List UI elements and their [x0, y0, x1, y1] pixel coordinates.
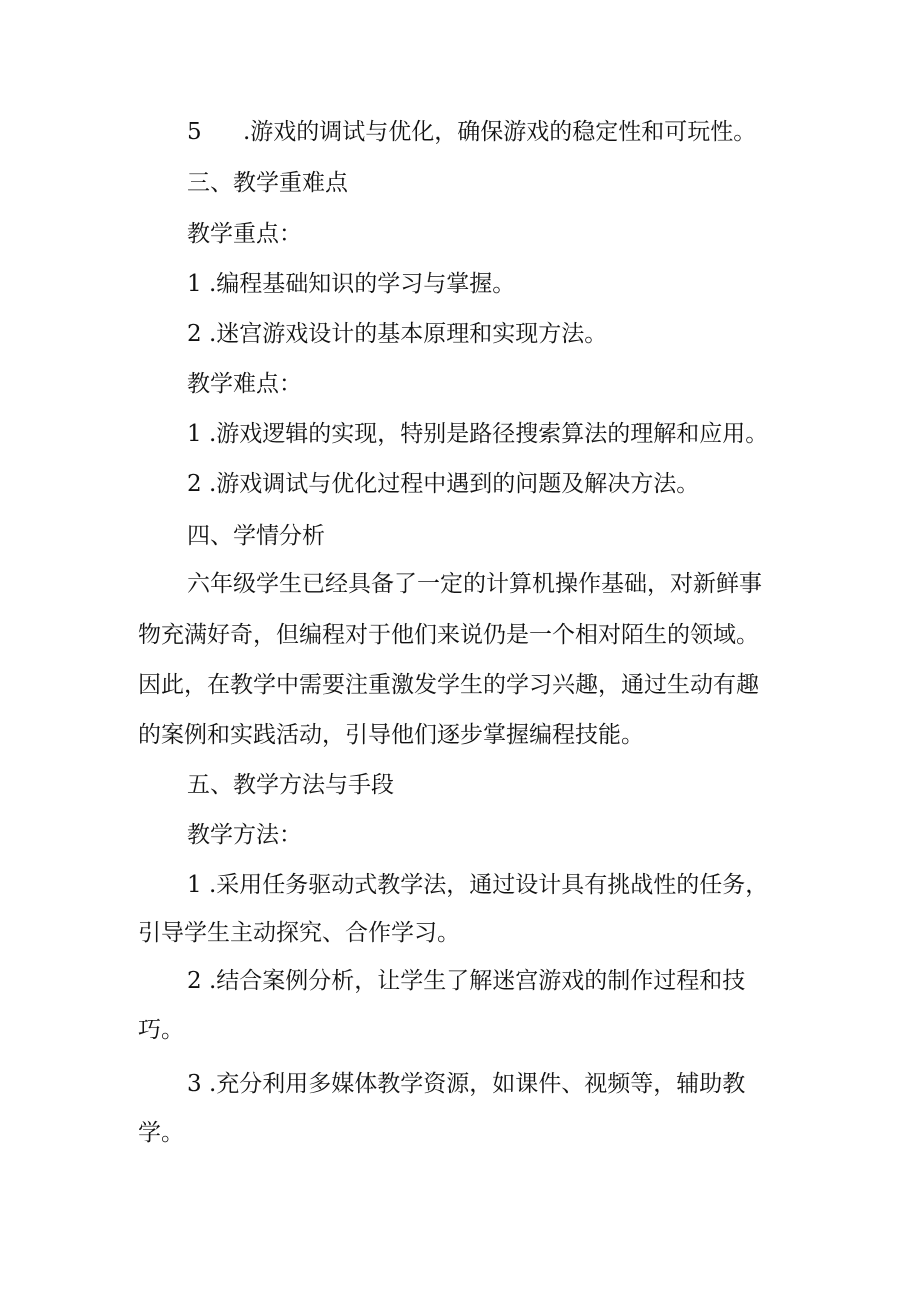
- list-text: .游戏逻辑的实现，特别是路径搜索算法的理解和应用。: [209, 421, 769, 447]
- analysis-text: 因此，在教学中需要注重激发学生的学习兴趣，通过生动有趣: [138, 672, 759, 698]
- method-1-line-2: 引导学生主动探究、合作学习。: [138, 920, 460, 946]
- methods-label: 教学方法：: [187, 822, 302, 848]
- section-heading-4: 四、学情分析: [187, 523, 325, 549]
- analysis-paragraph-line: [0, 569, 920, 599]
- key-point-2: [0, 319, 920, 349]
- list-number: 1: [187, 872, 202, 898]
- list-text: .采用任务驱动式教学法，通过设计具有挑战性的任务，: [209, 872, 769, 898]
- analysis-paragraph-line: [0, 670, 920, 700]
- analysis-text: 物充满好奇，但编程对于他们来说仍是一个相对陌生的领域。: [138, 622, 759, 648]
- list-text: .结合案例分析，让学生了解迷宫游戏的制作过程和技: [209, 968, 746, 994]
- list-item-5: [0, 117, 920, 147]
- method-2-line-1: [0, 966, 920, 996]
- list-text: .游戏调试与优化过程中遇到的问题及解决方法。: [209, 471, 700, 497]
- analysis-text: 六年级学生已经具备了一定的计算机操作基础，对新鲜事: [187, 571, 762, 597]
- method-1-line-1: [0, 870, 920, 900]
- list-number: 2: [187, 471, 202, 497]
- list-text: .充分利用多媒体教学资源，如课件、视频等，辅助教: [209, 1071, 746, 1097]
- analysis-paragraph-line: [0, 620, 920, 650]
- list-text: .游戏的调试与优化，确保游戏的稳定性和可玩性。: [243, 119, 757, 145]
- method-3-line-1: [0, 1069, 920, 1099]
- analysis-paragraph-line: [0, 720, 920, 750]
- method-3-line-2: 学。: [138, 1120, 184, 1146]
- key-point-1: [0, 269, 920, 299]
- list-number: 3: [187, 1071, 202, 1097]
- list-number: 2: [187, 321, 202, 347]
- key-points-label: 教学重点：: [187, 221, 302, 247]
- list-number: 1: [187, 421, 202, 447]
- list-text: .迷宫游戏设计的基本原理和实现方法。: [209, 321, 608, 347]
- analysis-text: 的案例和实践活动，引导他们逐步掌握编程技能。: [138, 722, 644, 748]
- list-number: 5: [187, 119, 202, 145]
- section-heading-3: 三、教学重难点: [187, 170, 348, 196]
- difficulty-2: [0, 469, 920, 499]
- method-2-line-2: 巧。: [138, 1017, 184, 1043]
- section-heading-5: 五、教学方法与手段: [187, 772, 394, 798]
- list-text: .编程基础知识的学习与掌握。: [209, 271, 516, 297]
- list-number: 2: [187, 968, 202, 994]
- difficulty-1: [0, 419, 920, 449]
- list-number: 1: [187, 271, 202, 297]
- difficulties-label: 教学难点：: [187, 371, 302, 397]
